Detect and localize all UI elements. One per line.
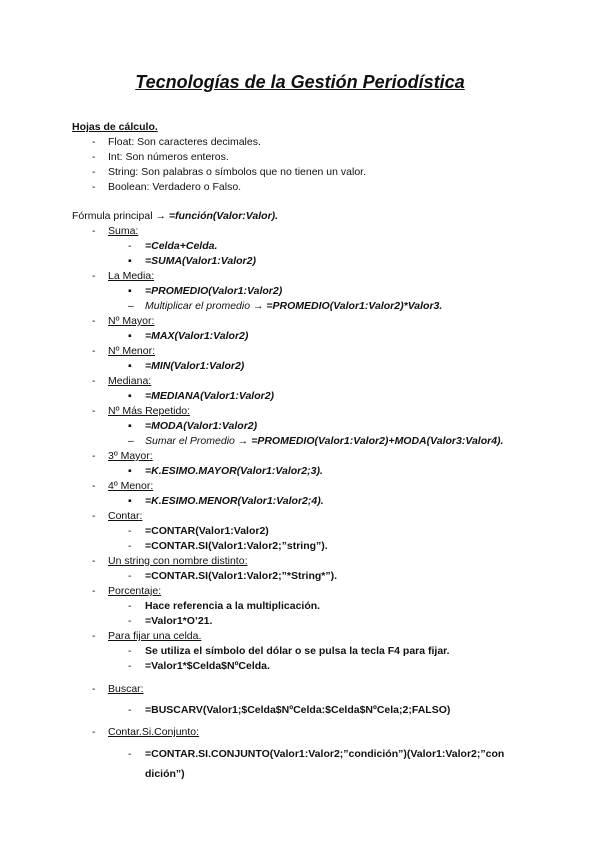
note-text: Sumar el Promedio →: [145, 435, 252, 447]
formula: =K.ESIMO.MAYOR(Valor1:Valor2;3).: [145, 465, 323, 477]
formula: =BUSCARV(Valor1;$Celda$NºCelda:$Celda$NºCela;2;FALSO): [145, 704, 451, 716]
formula: =MAX(Valor1:Valor2): [145, 330, 249, 342]
dash-bullet: -: [92, 181, 96, 193]
entry-label-buscar: Buscar:: [108, 683, 144, 695]
formula: Se utiliza el símbolo del dólar o se pulsa la tecla F4 para fijar.: [145, 645, 450, 657]
type-string: String: Son palabras o símbolos que no tienen un valor.: [108, 166, 366, 178]
dash-bullet: -: [92, 683, 96, 695]
formula-intro: [72, 210, 278, 223]
formula: =K.ESIMO.MENOR(Valor1:Valor2;4).: [145, 495, 324, 507]
formula: =MIN(Valor1:Valor2): [145, 360, 245, 372]
dash-bullet: -: [128, 704, 132, 716]
dash-bullet: -: [92, 585, 96, 597]
entry-label-string: Un string con nombre distinto:: [108, 555, 248, 567]
dash-bullet: -: [92, 315, 96, 327]
dash-bullet: -: [128, 645, 132, 657]
dash-bullet: -: [128, 540, 132, 552]
dash-bullet: –: [128, 300, 134, 312]
section-heading: Hojas de cálculo.: [72, 121, 158, 133]
dash-bullet: -: [92, 480, 96, 492]
note: [145, 435, 503, 448]
formula-continuation: dición”): [145, 768, 185, 780]
note: [145, 300, 442, 313]
entry-label-contar: Contar:: [108, 510, 143, 522]
dash-bullet: -: [128, 570, 132, 582]
entry-label-conjunto: Contar.Si.Conjunto:: [108, 726, 200, 738]
dash-bullet: -: [92, 630, 96, 642]
note-formula: =PROMEDIO(Valor1:Valor2)*Valor3.: [266, 300, 443, 312]
dash-bullet: -: [128, 240, 132, 252]
formula: =Valor1*$Celda$NºCelda.: [145, 660, 270, 672]
page-title: Tecnologías de la Gestión Periodística: [135, 72, 465, 92]
dash-bullet: -: [92, 375, 96, 387]
entry-label-mediana: Mediana:: [108, 375, 152, 387]
note-text: Multiplicar el promedio →: [145, 300, 267, 312]
type-int: Int: Son números enteros.: [108, 151, 229, 163]
dash-bullet: -: [128, 525, 132, 537]
dash-bullet: -: [92, 510, 96, 522]
formula: =CONTAR(Valor1:Valor2): [145, 525, 269, 537]
dash-bullet: -: [92, 555, 96, 567]
entry-label-media: La Media:: [108, 270, 155, 282]
type-float: Float: Son caracteres decimales.: [108, 136, 261, 148]
entry-label-tercero: 3º Mayor:: [108, 450, 153, 462]
entry-label-repetido: Nº Más Repetido:: [108, 405, 191, 417]
dash-bullet: -: [92, 345, 96, 357]
dash-bullet: -: [128, 660, 132, 672]
dash-bullet: -: [92, 166, 96, 178]
dash-bullet: -: [92, 270, 96, 282]
square-bullet: ▪: [128, 465, 132, 477]
dash-bullet: -: [92, 450, 96, 462]
formula-intro-formula: =función(Valor:Valor).: [168, 210, 279, 222]
dash-bullet: -: [92, 225, 96, 237]
formula: =Valor1*O’21.: [145, 615, 213, 627]
formula: =CONTAR.SI(Valor1:Valor2;”*String*”).: [145, 570, 338, 582]
formula-intro-label: Fórmula principal →: [72, 210, 169, 222]
dash-bullet: –: [128, 435, 134, 447]
formula: =MEDIANA(Valor1:Valor2): [145, 390, 275, 402]
entry-label-mayor: Nº Mayor:: [108, 315, 155, 327]
dash-bullet: -: [92, 136, 96, 148]
formula: =MODA(Valor1:Valor2): [145, 420, 258, 432]
square-bullet: ▪: [128, 255, 132, 267]
formula: =PROMEDIO(Valor1:Valor2): [145, 285, 283, 297]
square-bullet: ▪: [128, 285, 132, 297]
dash-bullet: -: [128, 615, 132, 627]
square-bullet: ▪: [128, 330, 132, 342]
square-bullet: ▪: [128, 495, 132, 507]
note-formula: =PROMEDIO(Valor1:Valor2)+MODA(Valor3:Valor4).: [251, 435, 504, 447]
dash-bullet: -: [92, 726, 96, 738]
dash-bullet: -: [128, 600, 132, 612]
dash-bullet: -: [92, 151, 96, 163]
dash-bullet: -: [92, 405, 96, 417]
entry-label-suma: Suma:: [108, 225, 139, 237]
entry-label-cuarto: 4º Menor:: [108, 480, 154, 492]
entry-label-fijar: Para fijar una celda.: [108, 630, 202, 642]
formula: =SUMA(Valor1:Valor2): [145, 255, 256, 267]
entry-label-menor: Nº Menor:: [108, 345, 156, 357]
square-bullet: ▪: [128, 360, 132, 372]
dash-bullet: -: [128, 748, 132, 760]
formula: Hace referencia a la multiplicación.: [145, 600, 321, 612]
square-bullet: ▪: [128, 390, 132, 402]
type-boolean: Boolean: Verdadero o Falso.: [108, 181, 242, 193]
square-bullet: ▪: [128, 420, 132, 432]
formula: =CONTAR.SI.CONJUNTO(Valor1:Valor2;”condición”)(Valor1:Valor2;”con: [145, 748, 505, 760]
entry-label-porcentaje: Porcentaje:: [108, 585, 162, 597]
formula: =CONTAR.SI(Valor1:Valor2;”string”).: [145, 540, 328, 552]
formula: =Celda+Celda.: [145, 240, 218, 252]
